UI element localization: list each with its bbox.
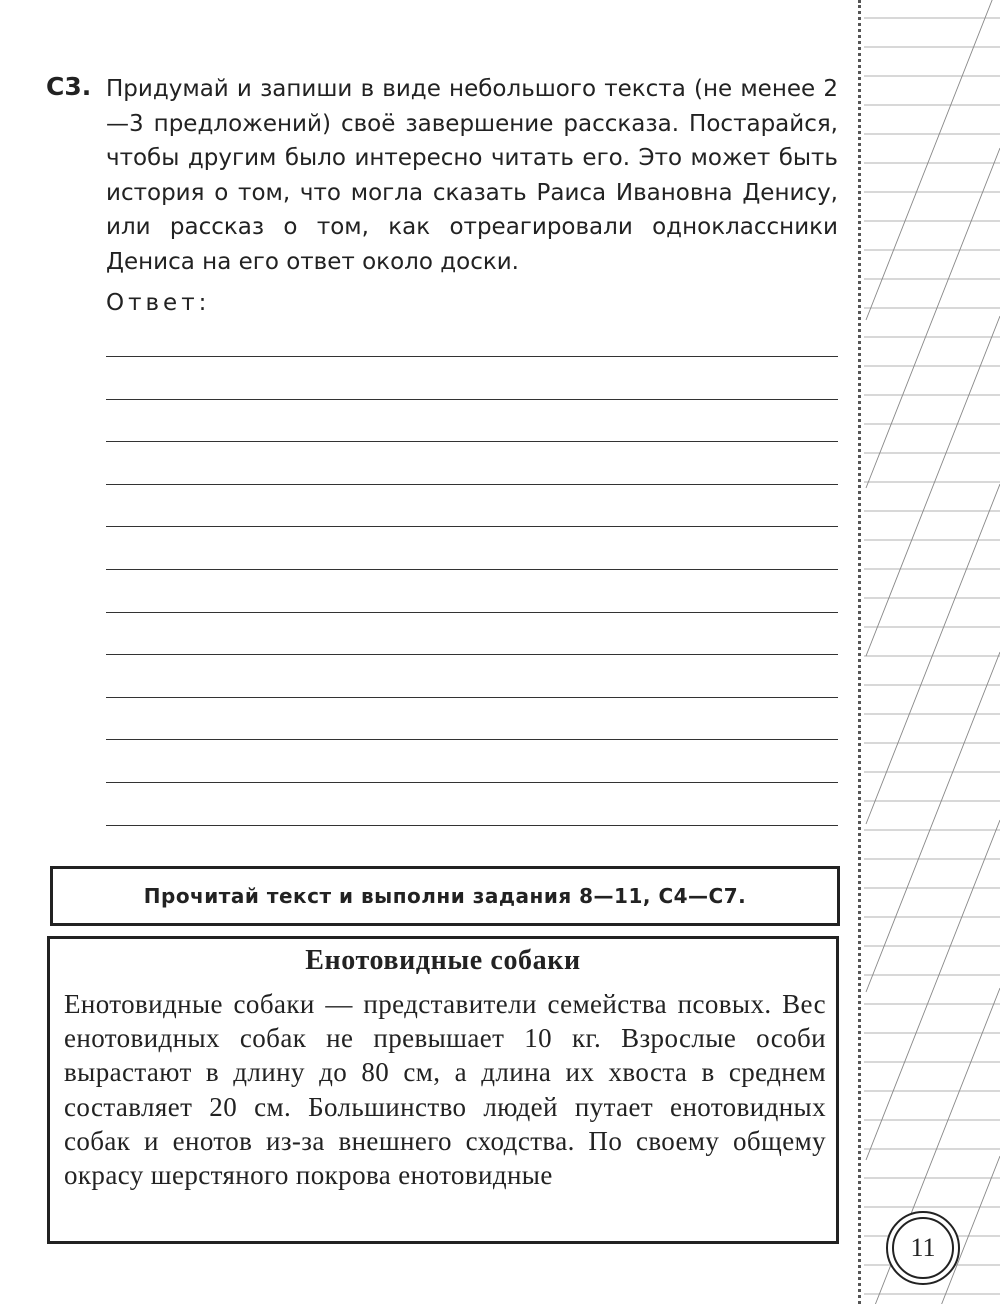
task-text: Придумай и запиши в виде небольшого текста (не менее 2—3 предложений) своё завершение рассказа. Постарайся, чтобы другим было интересно читать его. Это может быть история о том, что могла сказать Раиса Ивановна Денису, или рассказ о том, как отреагировали одноклассники Дениса на его ответ около доски.: [106, 76, 838, 275]
answer-line[interactable]: [106, 654, 838, 655]
reading-text-box: [47, 936, 839, 1244]
margin-slant: [866, 652, 1000, 992]
answer-line[interactable]: [106, 441, 838, 442]
reading-text-body: Енотовидные собаки — представители семейства псовых. Вес енотовидных собак не превышает 10 кг. Взрослые особи вырастают в длину до 80 см, а длина их хвоста в среднем составляет 20 см. Большинство людей путает енотовидных собак и енотов из-за внешнего сходства. По своему общему окрасу шерстяного покрова енотовидные: [64, 989, 826, 1191]
margin-slant: [866, 0, 1000, 320]
margin-slant: [866, 148, 1000, 488]
answer-line[interactable]: [106, 739, 838, 740]
answer-label: Ответ:: [106, 290, 211, 316]
perforation-line: [858, 0, 861, 1304]
margin-slant: [866, 316, 1000, 656]
answer-line[interactable]: [106, 697, 838, 698]
reading-text-title: Енотовидные собаки: [305, 945, 581, 976]
answer-line[interactable]: [106, 526, 838, 527]
answer-line[interactable]: [106, 399, 838, 400]
instruction-box: [50, 866, 840, 926]
answer-line[interactable]: [106, 612, 838, 613]
answer-line[interactable]: [106, 356, 838, 357]
margin-slant: [866, 484, 1000, 824]
instruction-text: Прочитай текст и выполни задания 8—11, С4—С7.: [143, 884, 747, 908]
task-number: С3.: [46, 72, 92, 101]
answer-line[interactable]: [106, 782, 838, 783]
margin-slant: [866, 820, 1000, 1160]
page-number-badge: [886, 1211, 960, 1285]
page-number: 11: [892, 1217, 954, 1279]
answer-line[interactable]: [106, 825, 838, 826]
handwriting-margin: [858, 0, 1000, 1304]
answer-line[interactable]: [106, 484, 838, 485]
answer-line[interactable]: [106, 569, 838, 570]
